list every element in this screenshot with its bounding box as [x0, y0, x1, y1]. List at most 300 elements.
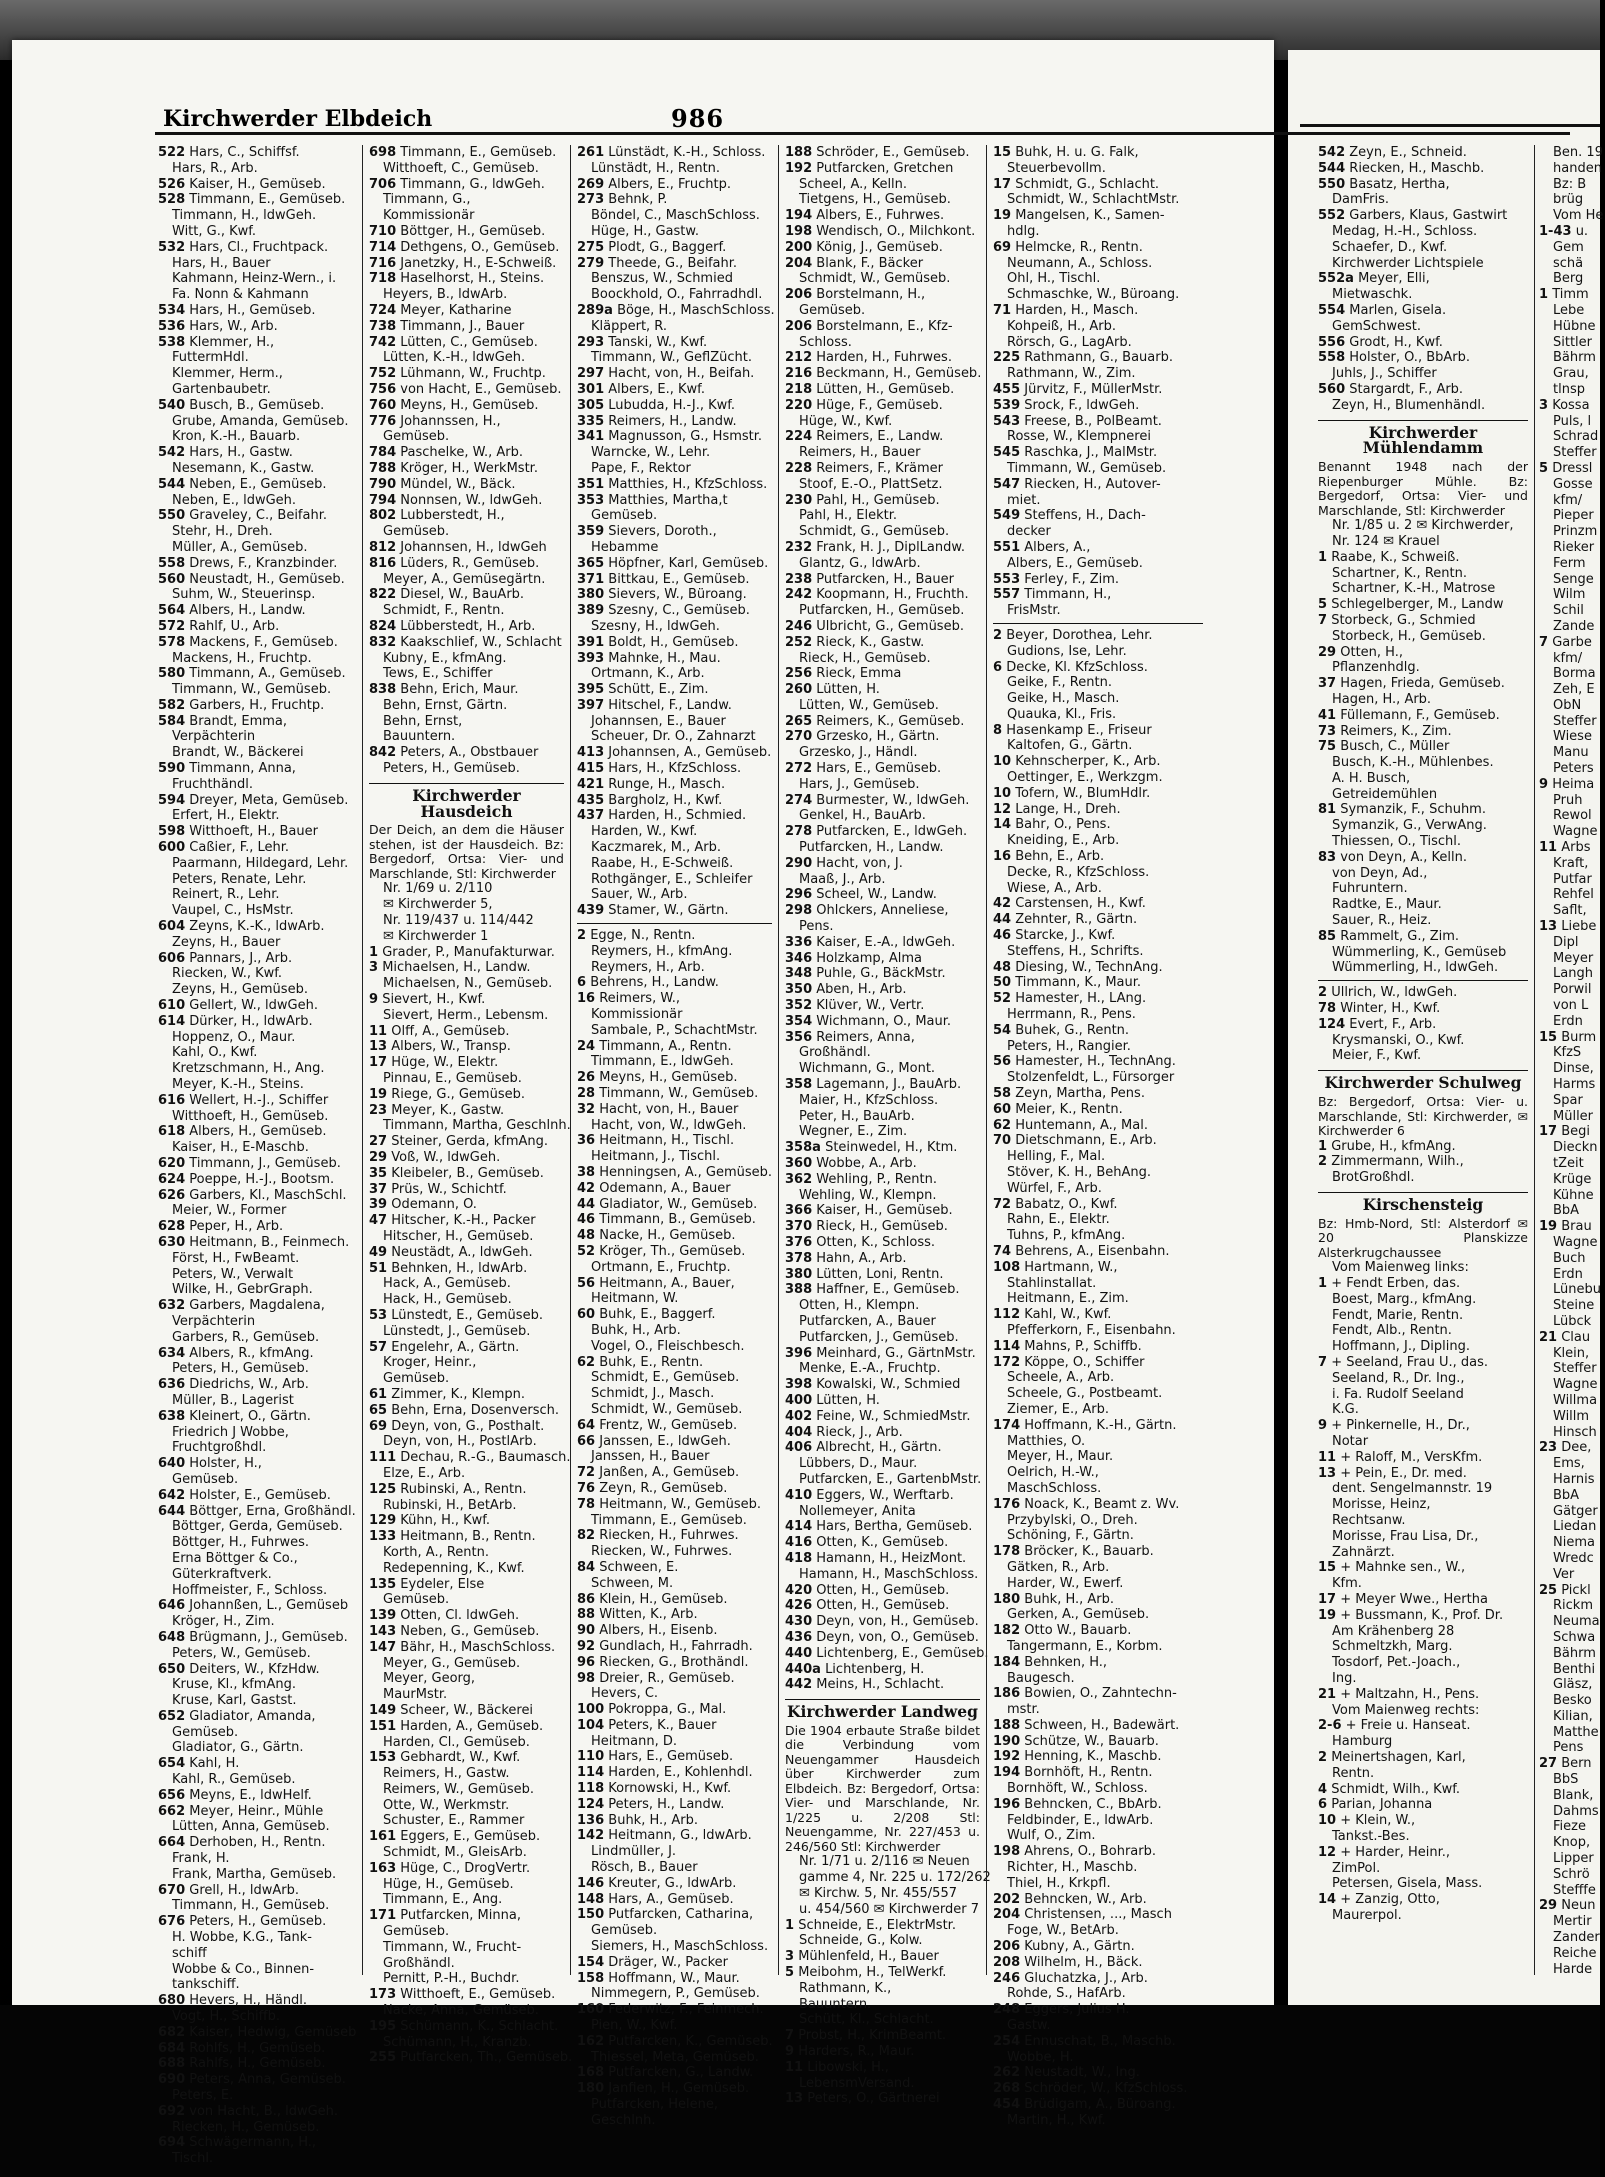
directory-entry: [1539, 477, 1605, 493]
directory-entry: [577, 1007, 772, 1023]
resident-entry: Timmann, K., Maur.: [1015, 975, 1142, 991]
house-number: 274: [785, 792, 813, 808]
resident-entry: Putfarcken, H., Landw.: [799, 840, 944, 856]
resident-entry: Peters, H., Rangier.: [1007, 1038, 1131, 1054]
directory-entry: [577, 1749, 772, 1765]
resident-entry: Siemers, H., MaschSchloss.: [591, 1939, 769, 1955]
directory-entry: [1318, 271, 1528, 287]
resident-entry: Knop,: [1553, 1835, 1591, 1851]
resident-entry: Neben, G., Gemüseb.: [400, 1623, 540, 1639]
directory-entry: [1318, 1861, 1528, 1877]
resident-entry: Timmann, E., Gemüseb.: [591, 1512, 747, 1528]
directory-entry: [1539, 1219, 1605, 1235]
resident-entry: Nr. 1/85 u. 2 ✉ Kirchwerder,: [1332, 518, 1514, 534]
house-number: 81: [1318, 802, 1337, 818]
resident-entry: Reymers, H., Arb.: [591, 959, 705, 975]
directory-entry: [1539, 714, 1605, 730]
house-number: 133: [369, 1529, 397, 1545]
house-number: 98: [577, 1670, 596, 1686]
house-number: 75: [1318, 739, 1337, 755]
directory-entry: [158, 777, 353, 793]
directory-entry: [1539, 808, 1605, 824]
resident-entry: Zande: [1553, 618, 1595, 634]
directory-entry: [577, 145, 772, 161]
directory-entry: [1539, 919, 1605, 935]
resident-entry: u. 454/560 ✉ Kirchwerder 7: [799, 1901, 979, 1917]
directory-entry: [1539, 224, 1605, 240]
house-number: 550: [1318, 176, 1346, 192]
resident-entry: Meyer, Katharine: [400, 302, 512, 318]
directory-entry: [785, 1583, 980, 1599]
directory-entry: [1318, 1750, 1528, 1766]
directory-entry: [993, 1165, 1203, 1181]
directory-entry: [785, 1630, 980, 1646]
directory-entry: [577, 635, 772, 651]
resident-entry: Sievers, Doroth.,: [608, 524, 717, 540]
directory-entry: [369, 1766, 564, 1782]
resident-entry: Schmidt, W., Gemüseb.: [799, 271, 951, 287]
house-number: 842: [369, 745, 397, 761]
directory-entry: [369, 897, 564, 913]
resident-entry: Nollemeyer, Anita: [799, 1503, 916, 1519]
resident-entry: FrisMstr.: [1007, 603, 1061, 619]
resident-entry: Müller, B., Lagerist: [172, 1392, 294, 1408]
directory-entry: [993, 1986, 1203, 2002]
directory-entry: [993, 208, 1203, 224]
house-number: 406: [785, 1440, 813, 1456]
directory-entry: [577, 714, 772, 730]
resident-entry: Lichtenberg, H.: [825, 1661, 925, 1677]
resident-entry: Heitmann, J., Tischl.: [591, 1149, 721, 1165]
house-number: 206: [785, 287, 813, 303]
resident-entry: Heima: [1552, 776, 1595, 792]
resident-entry: Ferley, F., Zim.: [1024, 571, 1120, 587]
directory-entry: [158, 1267, 353, 1283]
resident-entry: Runge, H., Masch.: [608, 776, 726, 792]
resident-entry: Foge, W., BetArb.: [1007, 1923, 1119, 1939]
directory-entry: [1318, 929, 1528, 945]
resident-entry: Mackens, F., Gemüseb.: [189, 634, 338, 650]
house-number: 650: [158, 1661, 186, 1677]
house-number: 694: [158, 2135, 186, 2151]
directory-entry: [993, 1212, 1203, 1228]
directory-entry: [1539, 761, 1605, 777]
directory-entry: [1318, 1418, 1528, 1434]
directory-entry: [158, 919, 353, 935]
resident-entry: Kleibeler, B., Gemüseb.: [391, 1165, 544, 1181]
resident-entry: Hagen, H., Arb.: [1332, 691, 1432, 707]
resident-entry: + Maltzahn, H., Pens.: [1340, 1686, 1480, 1702]
resident-entry: Meinertshagen, Karl,: [1331, 1749, 1466, 1765]
directory-entry: [369, 398, 564, 414]
house-number: 42: [577, 1180, 596, 1196]
house-number: 440: [785, 1645, 813, 1661]
resident-entry: Beyer, Dorothea, Lehr.: [1006, 627, 1153, 643]
directory-entry: [158, 587, 353, 603]
directory-entry: [993, 1023, 1203, 1039]
directory-entry: [785, 493, 980, 509]
resident-entry: Scheer, W., Bäckerei: [400, 1702, 534, 1718]
resident-entry: Johannssen, H.,: [400, 413, 501, 429]
directory-entry: [158, 1788, 353, 1804]
house-number: 100: [577, 1702, 605, 1718]
directory-entry: [577, 975, 772, 991]
house-number: 614: [158, 1013, 186, 1029]
resident-entry: Olff, A., Gemüseb.: [391, 1023, 510, 1039]
resident-entry: Elze, E., Arb.: [383, 1465, 466, 1481]
resident-entry: Lüders, R., Gemüseb.: [400, 555, 540, 571]
resident-entry: BbA: [1553, 1487, 1580, 1503]
resident-entry: Reimers, K., Zim.: [1340, 723, 1452, 739]
directory-entry: [369, 1466, 564, 1482]
resident-entry: Borma: [1553, 666, 1596, 682]
column-2: [362, 145, 573, 2066]
directory-entry: [577, 1481, 772, 1497]
resident-entry: Reimers, H., Bauer: [799, 445, 921, 461]
resident-entry: Gosse: [1553, 476, 1593, 492]
directory-entry: [785, 2091, 980, 2107]
house-number: 49: [369, 1244, 388, 1260]
house-number: 442: [785, 1677, 813, 1693]
directory-entry: [1539, 1693, 1605, 1709]
resident-entry: Libowski, H.,: [807, 2059, 889, 2075]
directory-entry: [158, 1235, 353, 1251]
directory-entry: [577, 287, 772, 303]
house-number: 552a: [1318, 271, 1354, 287]
house-number: 206: [785, 318, 813, 334]
resident-entry: Sauer, R., Heiz.: [1332, 913, 1432, 929]
directory-entry: [158, 1172, 353, 1188]
resident-entry: Diedrichs, W., Arb.: [189, 1377, 309, 1393]
directory-entry: [369, 1245, 564, 1261]
directory-entry: [785, 572, 980, 588]
directory-entry: [577, 1718, 772, 1734]
directory-entry: [158, 1030, 353, 1046]
directory-entry: [1539, 1535, 1605, 1551]
resident-entry: Harders, R., Maur.: [798, 2043, 915, 2059]
directory-entry: [785, 856, 980, 872]
resident-entry: Mertir: [1553, 1914, 1592, 1930]
house-number: 192: [993, 1749, 1021, 1765]
directory-entry: [369, 2050, 573, 2066]
house-number: 96: [577, 1654, 596, 1670]
house-number: 5: [785, 1964, 795, 1980]
directory-entry: [785, 966, 980, 982]
directory-entry: [158, 1772, 353, 1788]
directory-entry: [158, 1977, 353, 1993]
resident-entry: Steuerbevollm.: [1007, 160, 1106, 176]
resident-entry: Fendt, Alb., Rentn.: [1332, 1323, 1452, 1339]
directory-entry: [1318, 1797, 1528, 1813]
resident-entry: Schween, M.: [591, 1575, 674, 1591]
resident-entry: Gemüseb.: [591, 1923, 658, 1939]
directory-entry: [785, 414, 980, 430]
directory-entry: [1318, 613, 1528, 629]
house-number: 2: [993, 627, 1003, 643]
directory-entry: [993, 944, 1203, 960]
house-number: 690: [158, 2072, 186, 2088]
directory-entry: [993, 1955, 1203, 1971]
directory-entry: [577, 1197, 772, 1213]
directory-entry: [369, 1861, 564, 1877]
resident-entry: Kröger, H., WerkMstr.: [400, 460, 538, 476]
directory-entry: [993, 1039, 1203, 1055]
resident-entry: Schween, H., Badewärt.: [1024, 1717, 1180, 1733]
resident-entry: Riecken, H., Maschb.: [1349, 160, 1485, 176]
house-number: 17: [1539, 1124, 1558, 1140]
house-number: 698: [369, 145, 397, 160]
house-number: 17: [1318, 1591, 1337, 1607]
house-number: 420: [785, 1582, 813, 1598]
house-number: 198: [993, 1844, 1021, 1860]
resident-entry: Reimers, H., Landw.: [608, 413, 737, 429]
house-number: 56: [993, 1054, 1012, 1070]
directory-entry: [1318, 1260, 1528, 1276]
resident-entry: Vaupel, C., HsMstr.: [172, 903, 294, 919]
house-number: 644: [158, 1503, 186, 1519]
directory-entry: [1539, 1124, 1605, 1140]
resident-entry: Kaiser, E.-A., ldwGeh.: [816, 934, 956, 950]
directory-entry: [158, 1377, 353, 1393]
resident-entry: Putfarcken, Minna,: [400, 1908, 521, 1924]
house-number: 440a: [785, 1661, 821, 1677]
directory-entry: [158, 1946, 353, 1962]
resident-entry: Sauer, W., Arb.: [591, 887, 688, 903]
directory-entry: [369, 461, 564, 477]
directory-entry: [577, 350, 772, 366]
resident-entry: Schmidt, E., Gemüseb.: [591, 1370, 740, 1386]
resident-entry: Heitmann, G., ldwArb.: [608, 1828, 752, 1844]
house-number: 111: [369, 1450, 397, 1466]
house-number: 158: [577, 1970, 605, 1986]
directory-entry: [1318, 881, 1528, 897]
house-number: 184: [993, 1654, 1021, 1670]
resident-entry: Wegner, E., Zim.: [799, 1124, 908, 1140]
house-number: 558: [158, 555, 186, 571]
directory-entry: [993, 1876, 1203, 1892]
house-number: 536: [158, 318, 186, 334]
resident-entry: Heitmann, H., Tischl.: [599, 1133, 735, 1149]
directory-entry: [369, 2003, 564, 2019]
directory-entry: [158, 2056, 353, 2072]
house-number: 2: [1318, 1749, 1328, 1765]
house-number: 350: [785, 982, 813, 998]
house-number: 776: [369, 413, 397, 429]
house-number: 293: [577, 334, 605, 350]
resident-entry: Ahrens, O., Bohrarb.: [1024, 1844, 1157, 1860]
directory-entry: [785, 508, 980, 524]
house-number: 124: [577, 1796, 605, 1812]
resident-entry: Vogt, H., Schiffb.: [172, 2009, 280, 2025]
house-number: 544: [158, 476, 186, 492]
directory-entry: [993, 1544, 1203, 1560]
directory-entry: [369, 1940, 564, 1956]
directory-entry: [785, 1203, 980, 1219]
directory-entry: [577, 429, 772, 445]
resident-entry: Gemüseb.: [591, 508, 658, 524]
resident-entry: von Hacht, E., Gemüseb.: [400, 381, 562, 397]
directory-entry: [577, 1813, 772, 1829]
house-number: 4: [1318, 1781, 1328, 1797]
directory-entry: [369, 635, 564, 651]
directory-entry: [1318, 1450, 1528, 1466]
directory-entry: [993, 587, 1203, 603]
house-number: 670: [158, 1882, 186, 1898]
directory-entry: [369, 1134, 564, 1150]
resident-entry: Kahl, W., Kwf.: [1024, 1307, 1112, 1323]
resident-entry: Manu: [1553, 745, 1589, 761]
directory-entry: [369, 1071, 564, 1087]
resident-entry: Erna Böttger & Co.,: [172, 1550, 298, 1566]
directory-entry: [785, 240, 980, 256]
house-number: 572: [158, 618, 186, 634]
directory-entry: [577, 1907, 772, 1923]
resident-entry: brüg: [1553, 192, 1584, 208]
resident-entry: Rieck, H., Gemüseb.: [799, 650, 931, 666]
directory-entry: [993, 382, 1203, 398]
directory-entry: [993, 1892, 1203, 1908]
resident-entry: Neustadt, H., Gemüseb.: [189, 571, 345, 587]
directory-entry: [577, 824, 772, 840]
directory-entry: [1539, 1788, 1605, 1804]
house-number: 802: [369, 508, 397, 524]
directory-entry: [369, 1403, 564, 1419]
directory-entry: [577, 1133, 772, 1149]
directory-entry: [158, 998, 353, 1014]
column-1: [158, 145, 357, 2167]
directory-entry: [158, 1045, 353, 1061]
house-number: 125: [369, 1481, 397, 1497]
directory-entry: [993, 2113, 1203, 2129]
house-number: 13: [1318, 1465, 1337, 1481]
resident-entry: Symanzik, F., Schuhm.: [1340, 802, 1486, 818]
resident-entry: Langh: [1553, 966, 1593, 982]
house-number: 790: [369, 476, 397, 492]
resident-entry: Haselhorst, H., Steins.: [400, 271, 545, 287]
directory-entry: [785, 1902, 980, 1918]
directory-entry: [158, 2135, 353, 2151]
house-number: 421: [577, 776, 605, 792]
resident-entry: Behn, Erna, Dosenversch.: [391, 1402, 559, 1418]
resident-entry: Engelehr, A., Gärtn.: [391, 1339, 520, 1355]
resident-entry: Kruse, Kl., kfmAng.: [172, 1677, 296, 1693]
directory-entry: [785, 603, 980, 619]
house-number: 812: [369, 539, 397, 555]
house-number: 532: [158, 239, 186, 255]
resident-entry: Gätken, R., Arb.: [1007, 1559, 1110, 1575]
directory-entry: [158, 1203, 353, 1219]
resident-entry: Raabe, K., Schweiß.: [1331, 549, 1460, 565]
directory-entry: [158, 1440, 353, 1456]
directory-entry: [785, 208, 980, 224]
resident-entry: Ortmann, K., Arb.: [591, 666, 705, 682]
directory-entry: [158, 1630, 353, 1646]
directory-entry: [993, 991, 1203, 1007]
directory-entry: [1318, 335, 1528, 351]
directory-entry: [577, 1070, 772, 1086]
directory-entry: [577, 666, 772, 682]
resident-entry: Peters, A., Obstbauer: [400, 745, 539, 761]
resident-entry: Geschlnh.: [591, 2112, 656, 2128]
house-number: 3: [1539, 397, 1549, 413]
house-number: 7: [1318, 612, 1328, 628]
directory-entry: [158, 477, 353, 493]
directory-entry: [993, 2065, 1203, 2081]
resident-entry: Wiese: [1553, 729, 1592, 745]
directory-entry: [1539, 1551, 1605, 1567]
directory-entry: [1318, 1766, 1528, 1782]
house-number: 124: [1318, 1016, 1346, 1032]
resident-entry: Kaiser, Hedwig, Gemüseb: [189, 2024, 357, 2040]
directory-entry: [785, 1361, 980, 1377]
resident-entry: Müller: [1553, 1108, 1594, 1124]
house-number: 714: [369, 239, 397, 255]
resident-entry: Pickl: [1561, 1582, 1591, 1598]
house-number: 416: [785, 1535, 813, 1551]
directory-entry: [785, 366, 980, 382]
resident-entry: Christensen, ..., Masch: [1024, 1907, 1172, 1923]
directory-entry: [993, 1971, 1203, 1987]
resident-entry: decker: [1007, 524, 1051, 540]
directory-entry: [785, 682, 980, 698]
resident-entry: Evert, F., Arb.: [1349, 1016, 1437, 1032]
directory-entry: [993, 1576, 1203, 1592]
house-number: 642: [158, 1487, 186, 1503]
house-number: 618: [158, 1124, 186, 1140]
resident-entry: Lubberstedt, H.,: [400, 508, 505, 524]
directory-entry: [158, 966, 353, 982]
directory-entry: [1318, 1529, 1528, 1545]
house-number: 426: [785, 1598, 813, 1614]
resident-entry: Peters, H., Gemüseb.: [189, 1914, 327, 1930]
directory-entry: [369, 1498, 564, 1514]
directory-entry: [158, 1077, 353, 1093]
resident-entry: Diesel, W., BauArb.: [400, 587, 525, 603]
house-number: 82: [577, 1528, 596, 1544]
house-number: 64: [577, 1417, 596, 1433]
directory-entry: [369, 1024, 564, 1040]
directory-entry: [993, 1149, 1203, 1165]
resident-entry: Thiel, H., Krkpfl.: [1007, 1875, 1111, 1891]
house-number: 178: [993, 1544, 1021, 1560]
resident-entry: Kläppert, R.: [591, 318, 668, 334]
resident-entry: Behnken, H.,: [1024, 1654, 1108, 1670]
directory-entry: [577, 1228, 772, 1244]
directory-entry: [993, 738, 1203, 754]
resident-entry: Bähr, H., MaschSchloss.: [400, 1639, 556, 1655]
resident-entry: Saflt,: [1553, 903, 1587, 919]
directory-entry: [1539, 1061, 1605, 1077]
directory-entry: [1539, 1898, 1605, 1914]
resident-entry: Rubinski, H., BetArb.: [383, 1497, 517, 1513]
house-number: 136: [577, 1812, 605, 1828]
resident-entry: Behncken, C., BbArb.: [1024, 1796, 1162, 1812]
house-number: 13: [785, 2091, 804, 2107]
resident-entry: Rahlfs, H., Gemüseb.: [189, 2056, 326, 2072]
directory-entry: [158, 793, 353, 809]
house-number: 6: [577, 975, 587, 991]
resident-entry: FuttermHdl.: [172, 350, 249, 366]
resident-entry: Janetzky, H., E-Schweiß.: [400, 255, 557, 271]
resident-entry: Wilhelm, H., Bäck.: [1024, 1954, 1143, 1970]
resident-entry: Bornhöft, H., Rentn.: [1024, 1765, 1153, 1781]
resident-entry: Buhk, H., Arb.: [591, 1322, 681, 1338]
resident-entry: Wichmann, G., Mont.: [799, 1061, 936, 1077]
house-number: 784: [369, 445, 397, 461]
house-number: 560: [1318, 381, 1346, 397]
house-number: 19: [1539, 1219, 1558, 1235]
house-number: 242: [785, 587, 813, 603]
